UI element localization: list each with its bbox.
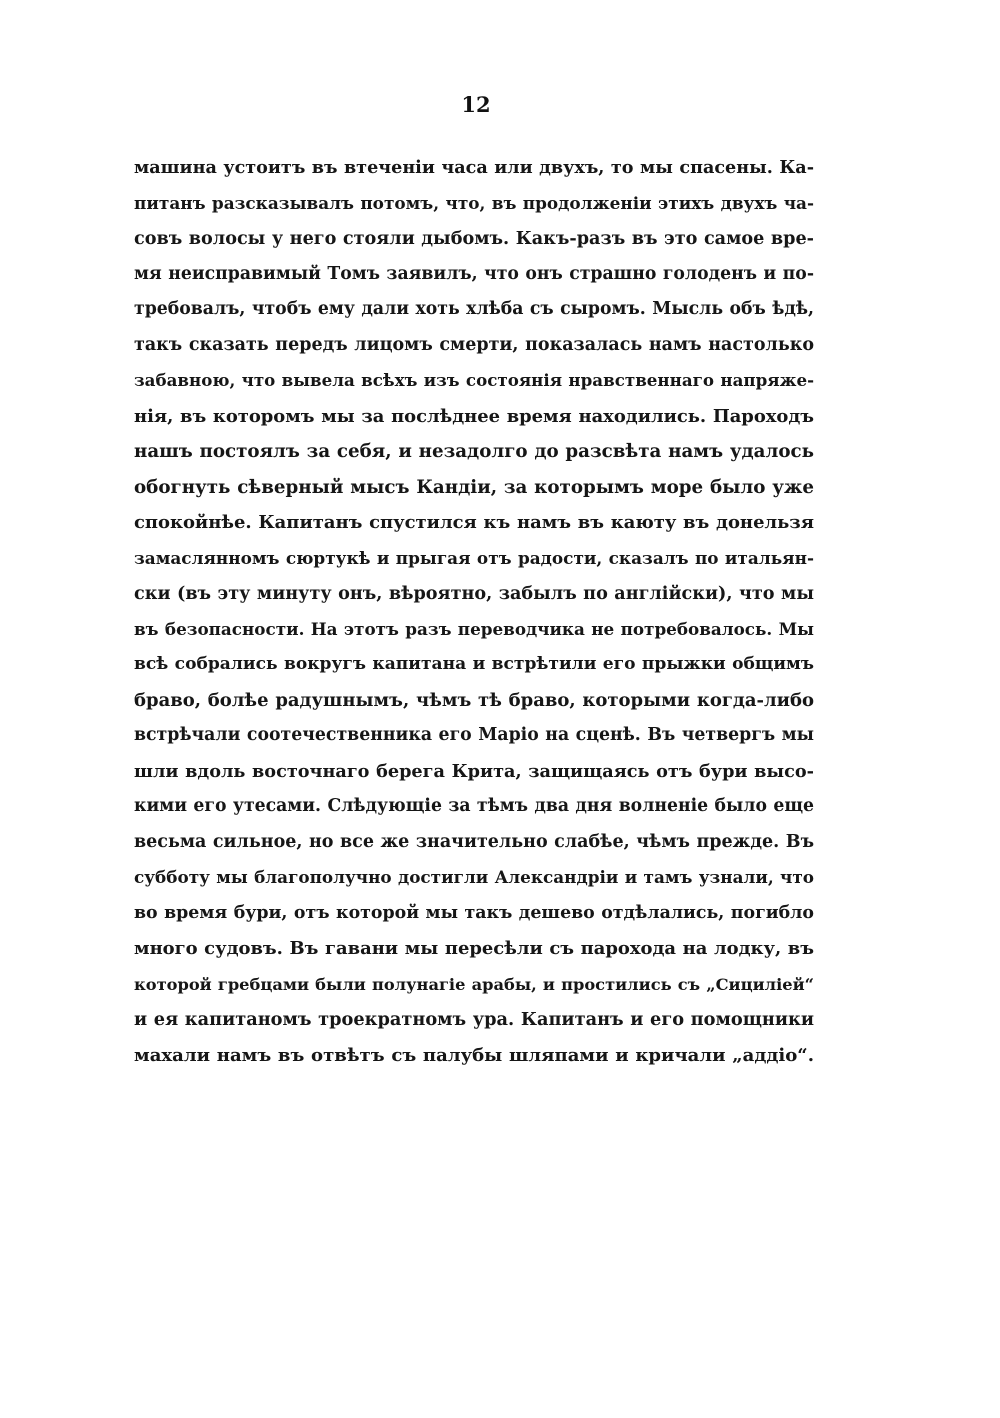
text-line: машина устоитъ въ втеченіи часа или двухъ, то мы спасены. Ка- — [134, 157, 814, 178]
text-line: кими его утесами. Слѣдующіе за тѣмъ два дня волненіе было еще — [134, 796, 814, 816]
page-number: 12 — [461, 92, 491, 117]
text-line: мя неисправимый Томъ заявилъ, что онъ страшно голоденъ и по- — [134, 263, 814, 284]
text-line: спокойнѣе. Капитанъ спустился къ намъ въ каюту въ донельзя — [134, 512, 814, 533]
text-line: встрѣчали соотечественника его Маріо на сценѣ. Въ четвергъ мы — [134, 725, 814, 745]
text-line: питанъ разсказывалъ потомъ, что, въ продолженіи этихъ двухъ ча- — [134, 192, 814, 213]
body-text — [134, 150, 814, 1073]
text-line: нашъ постоялъ за себя, и незадолго до разсвѣта намъ удалось — [134, 441, 814, 462]
text-line: много судовъ. Въ гавани мы пересѣли съ парохода на лодку, въ — [134, 938, 814, 959]
text-line: ски (въ эту минуту онъ, вѣроятно, забылъ по англійски), что мы — [134, 583, 814, 604]
text-line: шли вдоль восточнаго берега Крита, защищаясь отъ бури высо- — [134, 760, 814, 782]
text-line: нія, въ которомъ мы за послѣднее время находились. Пароходъ — [134, 405, 814, 427]
text-line: требовалъ, чтобъ ему дали хоть хлѣба съ сыромъ. Мысль объ ѣдѣ, — [134, 299, 814, 319]
text-line: замаслянномъ сюртукѣ и прыгая отъ радости, сказалъ по итальян- — [134, 547, 814, 568]
text-line: махали намъ въ отвѣтъ съ палубы шляпами и кричали „аддіо“. — [134, 1044, 814, 1066]
text-line: браво, болѣе радушнымъ, чѣмъ тѣ браво, которыми когда-либо — [134, 689, 814, 711]
text-line: обогнуть сѣверный мысъ Кандіи, за которымъ море было уже — [134, 476, 814, 498]
text-line: въ безопасности. На этотъ разъ переводчика не потребовалось. Мы — [134, 618, 814, 639]
text-line: совъ волосы у него стояли дыбомъ. Какъ-разъ въ это самое вре- — [134, 228, 814, 249]
text-line: субботу мы благополучно достигли Александріи и тамъ узнали, что — [134, 867, 814, 887]
text-line: забавною, что вывела всѣхъ изъ состоянія нравственнаго напряже- — [134, 370, 814, 390]
text-line: весьма сильное, но все же значительно слабѣе, чѣмъ прежде. Въ — [134, 831, 814, 852]
text-line: и ея капитаномъ троекратномъ ура. Капитанъ и его помощники — [134, 1009, 814, 1030]
text-line: всѣ собрались вокругъ капитана и встрѣтили его прыжки общимъ — [134, 654, 814, 674]
text-line: такъ сказать передъ лицомъ смерти, показалась намъ настолько — [134, 334, 814, 355]
text-line: которой гребцами были полунагіе арабы, и простились съ „Сициліей“ — [134, 974, 814, 994]
text-line: во время бури, отъ которой мы такъ дешево отдѣлались, погибло — [134, 902, 814, 923]
